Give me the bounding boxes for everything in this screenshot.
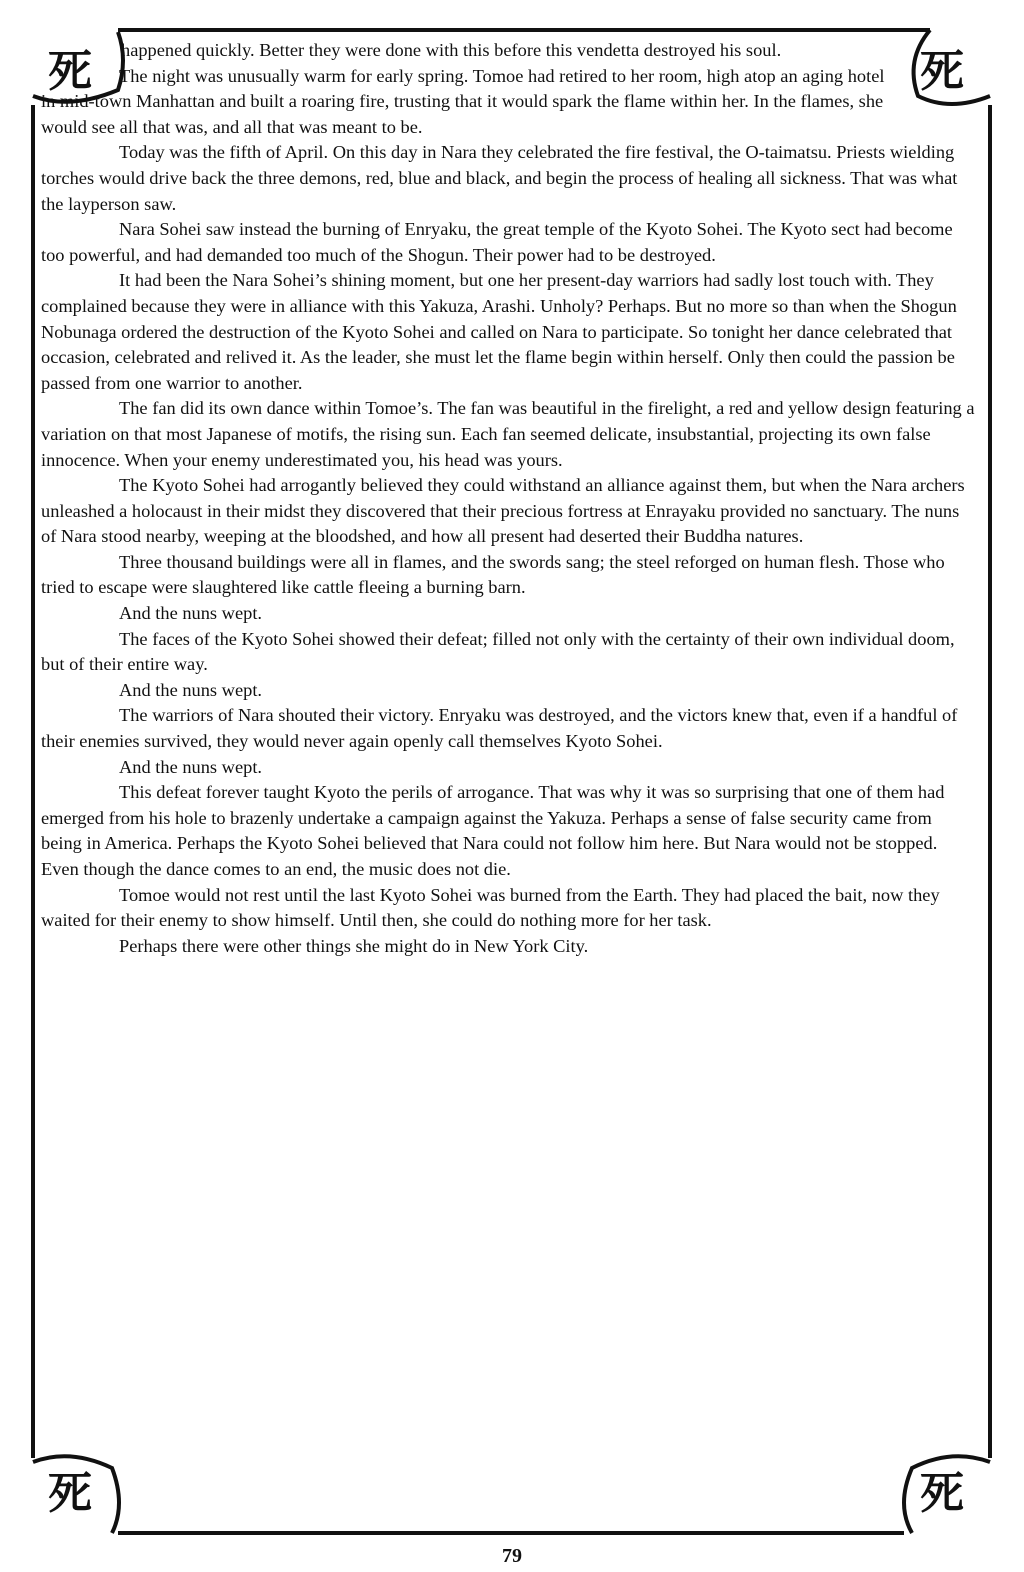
paragraph: And the nuns wept. <box>119 756 263 777</box>
paragraph: Tomoe would not rest until the last Kyoto Sohei was burned from the Earth. They had placed the bait, now they waited for their enemy to show himself. Until then, she could do nothing more for her task. <box>41 884 940 931</box>
death-kanji-icon: 死 <box>920 1468 964 1519</box>
paragraph: happened quickly. Better they were done with this before this vendetta destroyed his soul. <box>121 40 782 60</box>
paragraph: Three thousand buildings were all in flames, and the swords sang; the steel reforged on human flesh. Those who tried to escape were slaughtered like cattle fleeing a burning barn. <box>41 551 945 598</box>
paragraph: The faces of the Kyoto Sohei showed their defeat; filled not only with the certainty of their own individual doom, but of their entire way. <box>41 628 955 675</box>
death-kanji-icon: 死 <box>920 46 964 97</box>
paragraph: Nara Sohei saw instead the burning of Enryaku, the great temple of the Kyoto Sohei. The Kyoto sect had become too powerful, and had demanded too much of the Shogun. Their power had to be destroyed. <box>41 219 953 265</box>
death-kanji-icon: 死 <box>48 1468 92 1519</box>
paragraph: It had been the Nara Sohei’s shining moment, but one her present-day warriors had sadly lost touch with. They complained because they were in alliance with this Yakuza, Arashi. Unholy? Perhaps. But no more so than when the Shogun Nobunaga ordered the destruction of the Kyoto Sohei and called on Nara to participate. So tonight her dance celebrated that occasion, celebrated and relived it. As the leader, she must let the flame begin within herself. Only then could the passion be passed from one warrior to another. <box>41 270 957 393</box>
page-number: 79 <box>502 1545 522 1567</box>
paragraph: Perhaps there were other things she might do in New York City. <box>119 935 589 956</box>
paragraph: The fan did its own dance within Tomoe’s. The fan was beautiful in the firelight, a red and yellow design featuring a variation on that most Japanese of motifs, the rising sun. Each fan seemed delicate, insubstantial, projecting its own false innocence. When your enemy underestimated you, his head was yours. <box>41 398 975 470</box>
paragraph: And the nuns wept. <box>119 679 263 700</box>
paragraph: This defeat forever taught Kyoto the perils of arrogance. That was why it was so surprising that one of them had emerged from his hole to brazenly undertake a campaign against the Yakuza. Perhaps a sense of false security came from being in America. Perhaps the Kyoto Sohei believed that Nara could not follow him here. But Nara would not be stopped. Even though the dance comes to an end, the music does not die. <box>41 782 945 879</box>
paragraph: The night was unusually warm for early spring. Tomoe had retired to her room, high atop an aging hotel in mid-town Manhattan and built a roaring fire, trusting that it would spark the flame within her. In the flames, she would see all that was, and all that was meant to be. <box>41 65 885 137</box>
death-kanji-icon: 死 <box>48 46 92 97</box>
paragraph: Today was the fifth of April. On this day in Nara they celebrated the fire festival, the O-taimatsu. Priests wielding torches would drive back the three demons, red, blue and black, and begin the process of healing all sickness. That was what the layperson saw. <box>41 142 958 214</box>
story-text <box>41 38 975 959</box>
paragraph: The warriors of Nara shouted their victory. Enryaku was destroyed, and the victors knew that, even if a handful of their enemies survived, they would never again openly call themselves Kyoto Sohei. <box>41 705 958 752</box>
paragraph: And the nuns wept. <box>119 603 263 624</box>
paragraph: The Kyoto Sohei had arrogantly believed they could withstand an alliance against them, but when the Nara archers unleashed a holocaust in their midst they discovered that their precious fortress at Enrayaku provided no sanctuary. The nuns of Nara stood nearby, weeping at the bloodshed, and how all present had deserted their Buddha natures. <box>41 475 965 547</box>
